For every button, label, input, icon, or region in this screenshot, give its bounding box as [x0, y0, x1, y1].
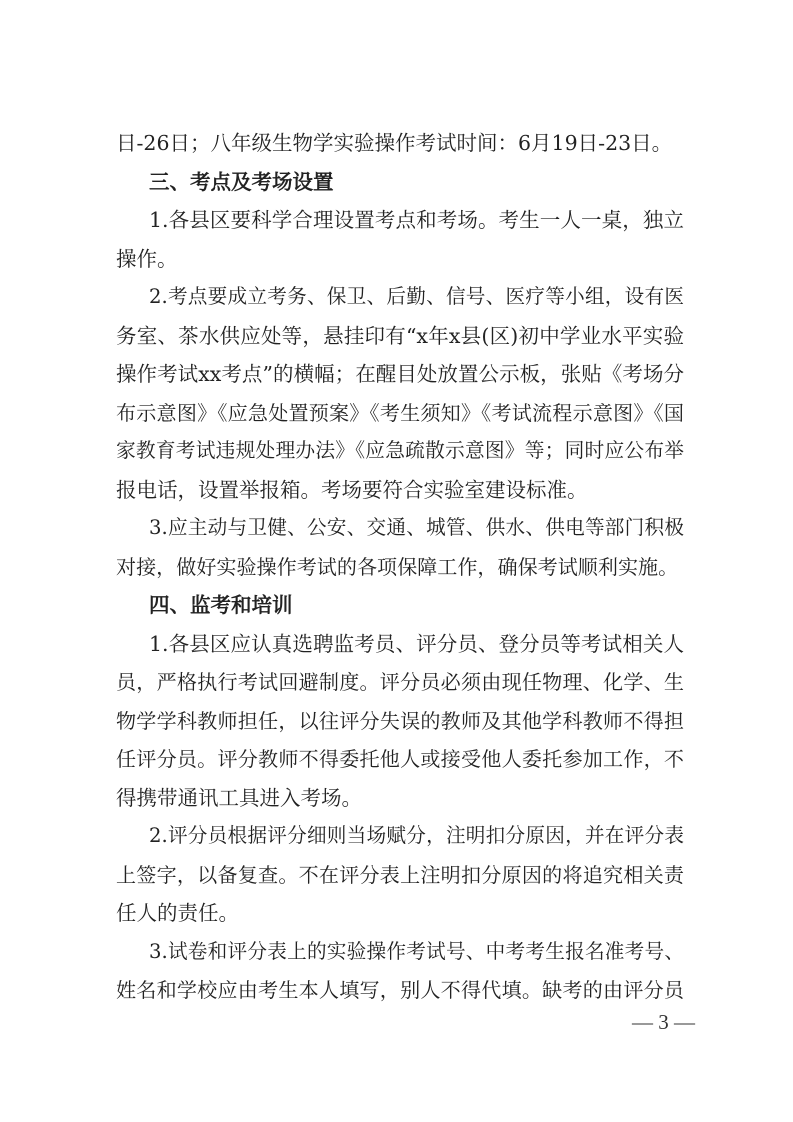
page-number: — 3 — — [632, 1010, 695, 1034]
paragraph-line: 3.试卷和评分表上的实验操作考试号、中考考生报名准考号、 — [149, 939, 684, 963]
paragraph-line: 布示意图》《应急处置预案》《考生须知》《考试流程示意图》《国 — [116, 400, 684, 425]
paragraph-line: 2.考点要成立考务、保卫、后勤、信号、医疗等小组，设有医 — [149, 285, 684, 308]
paragraph-line: 员，严格执行考试回避制度。评分员必须由现任物理、化学、生 — [116, 670, 684, 694]
section-heading: 三、考点及考场设置 — [149, 169, 334, 194]
paragraph-line: 操作考试xx考点”的横幅；在醒目处放置公示板，张贴《考场分 — [116, 362, 684, 386]
paragraph-line: 物学学科教师担任，以往评分失误的教师及其他学科教师不得担 — [116, 708, 684, 733]
paragraph-line: 上签字，以备复查。不在评分表上注明扣分原因的将追究相关责 — [116, 862, 684, 887]
paragraph-line: 务室、茶水供应处等，悬挂印有“x年x县(区)初中学业水平实验 — [116, 323, 684, 348]
paragraph-line: 任人的责任。 — [116, 901, 239, 925]
paragraph-line: 2.评分员根据评分细则当场赋分，注明扣分原因，并在评分表 — [149, 824, 684, 847]
paragraph-line: 报电话，设置举报箱。考场要符合实验室建设标准。 — [116, 477, 588, 502]
paragraph-line: 操作。 — [116, 246, 178, 271]
paragraph-line: 姓名和学校应由考生本人填写，别人不得代填。缺考的由评分员 — [116, 978, 684, 1002]
document-body — [116, 124, 684, 1010]
paragraph-line: 1.各县区要科学合理设置考点和考场。考生一人一桌，独立 — [149, 208, 684, 232]
paragraph-line: 对接，做好实验操作考试的各项保障工作，确保考试顺利实施。 — [116, 554, 679, 579]
paragraph-line: 1.各县区应认真选聘监考员、评分员、登分员等考试相关人 — [149, 631, 684, 656]
paragraph-line: 3.应主动与卫健、公安、交通、城管、供水、供电等部门积极 — [149, 516, 684, 539]
section-heading: 四、监考和培训 — [149, 593, 293, 617]
paragraph-line: 任评分员。评分教师不得委托他人或接受他人委托参加工作，不 — [116, 747, 684, 771]
paragraph-line: 家教育考试违规处理办法》《应急疏散示意图》等；同时应公布举 — [116, 439, 684, 462]
paragraph-line: 得携带通讯工具进入考场。 — [116, 785, 362, 810]
paragraph-line: 日-26日；八年级生物学实验操作考试时间：6月19日-23日。 — [116, 131, 673, 155]
